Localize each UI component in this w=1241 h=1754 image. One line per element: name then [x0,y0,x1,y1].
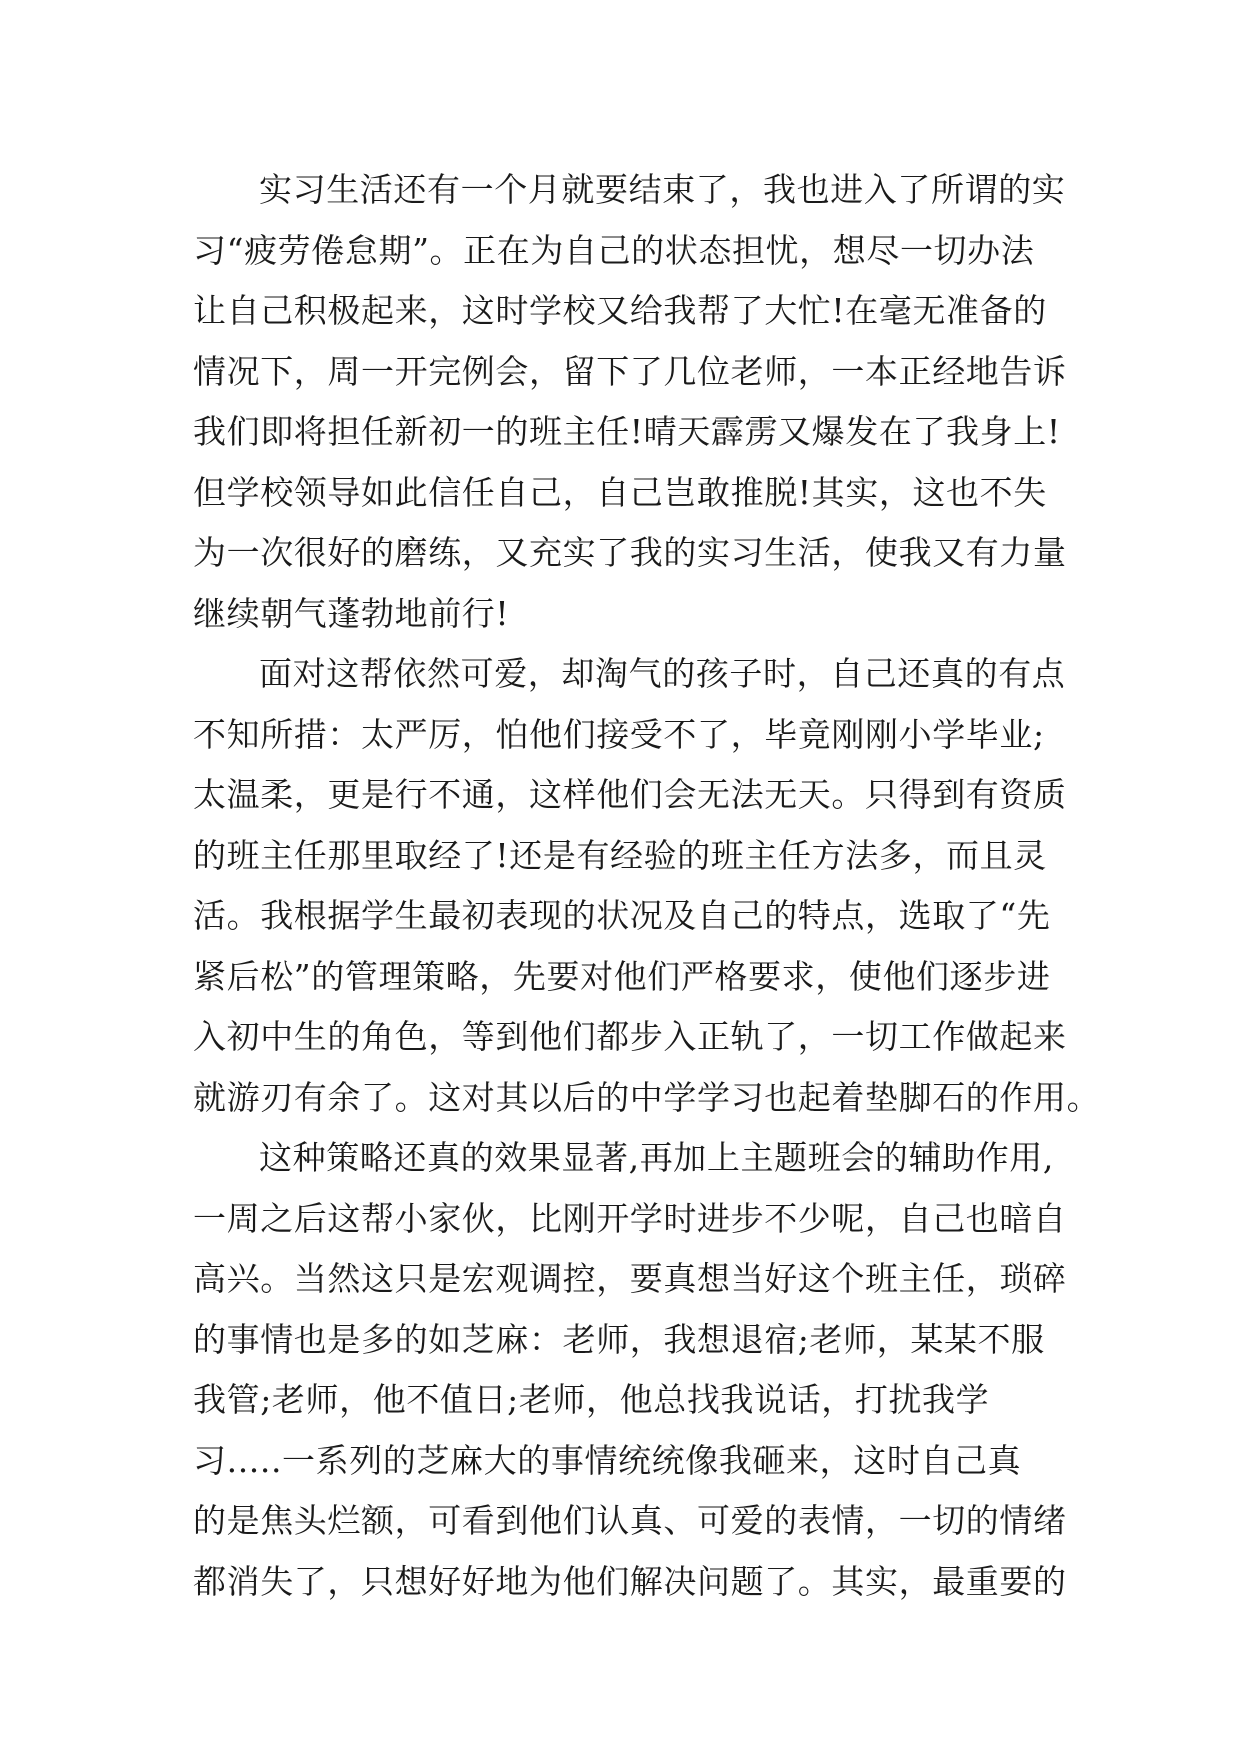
paragraph-line: 太温柔，更是行不通，这样他们会无法无天。只得到有资质 [193,775,1067,814]
paragraph-line: 这种策略还真的效果显著,再加上主题班会的辅助作用, [259,1138,1054,1177]
paragraph-line: 就游刃有余了。这对其以后的中学学习也起着垫脚石的作用。 [193,1077,1101,1117]
paragraph-line: 我管;老师，他不值日;老师，他总找我说话，打扰我学 [193,1380,990,1419]
paragraph-line: 都消失了，只想好好地为他们解决问题了。其实，最重要的 [193,1561,1067,1601]
paragraph-line: 的是焦头烂额，可看到他们认真、可爱的表情，一切的情绪 [193,1501,1067,1540]
paragraph-line: 的班主任那里取经了!还是有经验的班主任方法多，而且灵 [193,835,1047,875]
paragraph-line: 继续朝气蓬勃地前行! [193,593,510,633]
paragraph-1 [193,160,1067,644]
paragraph-line: 实习生活还有一个月就要结束了，我也进入了所谓的实 [259,170,1066,209]
paragraph-2 [193,644,1101,1128]
paragraph-line: 入初中生的角色，等到他们都步入正轨了，一切工作做起来 [193,1017,1067,1056]
paragraph-line: 面对这帮依然可爱，却淘气的孩子时，自己还真的有点 [259,654,1066,693]
paragraph-line: 的事情也是多的如芝麻：老师，我想退宿;老师，某某不服 [193,1319,1045,1359]
paragraph-line: 我们即将担任新初一的班主任!晴天霹雳又爆发在了我身上! [193,412,1061,451]
paragraph-line: 为一次很好的磨练，又充实了我的实习生活，使我又有力量 [193,533,1067,572]
document-body [193,160,1101,1612]
paragraph-line: 但学校领导如此信任自己，自己岂敢推脱!其实，这也不失 [193,472,1047,512]
paragraph-line: 情况下，周一开完例会，留下了几位老师，一本正经地告诉 [193,351,1067,391]
paragraph-line: 不知所措：太严厉，怕他们接受不了，毕竟刚刚小学毕业; [193,714,1045,754]
paragraph-line: 习“疲劳倦怠期”。正在为自己的状态担忧，想尽一切办法 [193,230,1035,270]
paragraph-line: 紧后松”的管理策略，先要对他们严格要求，使他们逐步进 [193,956,1051,996]
paragraph-line: 习.....一系列的芝麻大的事情统统像我砸来，这时自己真 [193,1440,1022,1480]
paragraph-3 [193,1128,1067,1612]
paragraph-line: 活。我根据学生最初表现的状况及自己的特点，选取了“先 [193,896,1051,935]
paragraph-line: 让自己积极起来，这时学校又给我帮了大忙!在毫无准备的 [193,291,1047,330]
paragraph-line: 高兴。当然这只是宏观调控，要真想当好这个班主任，琐碎 [193,1259,1067,1298]
paragraph-line: 一周之后这帮小家伙，比刚开学时进步不少呢，自己也暗自 [193,1198,1067,1238]
